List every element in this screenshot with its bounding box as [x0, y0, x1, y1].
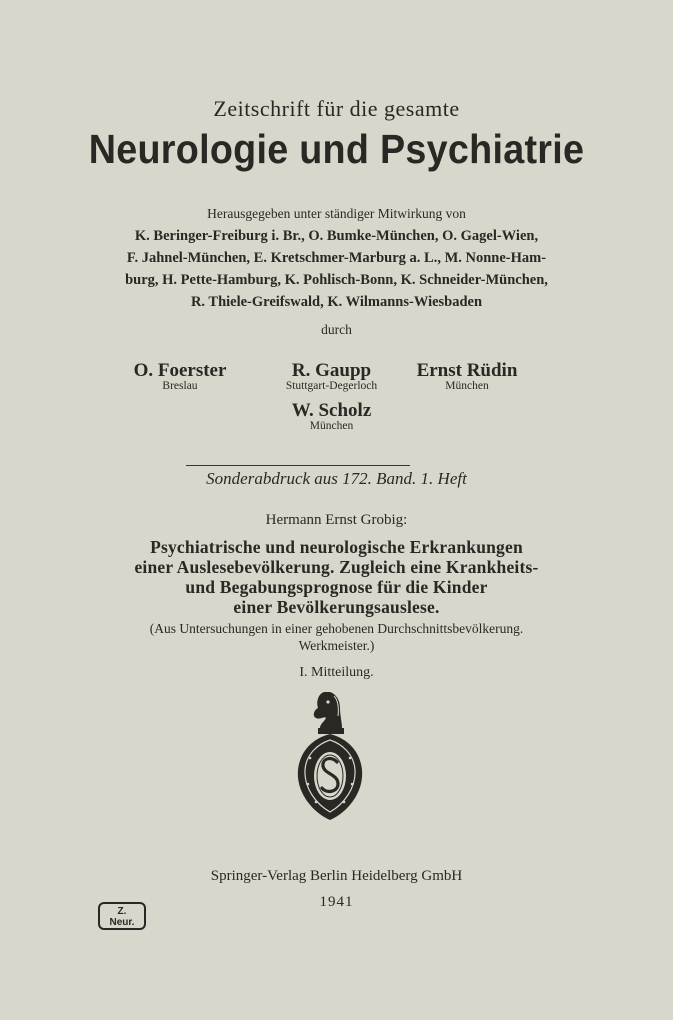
editor-gaupp — [264, 360, 399, 392]
journal-title: Neurologie und Psychiatrie — [88, 126, 585, 172]
editor-name: Ernst Rüdin — [416, 360, 518, 381]
journal-abbreviation-badge — [98, 902, 146, 930]
editor-place: Breslau — [162, 380, 198, 392]
article-title-line: und Begabungsprognose für die Kinder — [185, 577, 488, 597]
contributor-line: R. Thiele-Greifswald, K. Wilmanns-Wiesbaden — [190, 294, 483, 310]
installment-label: I. Mitteilung. — [299, 665, 374, 680]
article-note-line: (Aus Untersuchungen in einer gehobenen Durchschnittsbevölkerung. — [149, 621, 524, 636]
editor-name: W. Scholz — [291, 400, 372, 421]
article-title-line: einer Auslesebevölkerung. Zugleich eine Krankheits- — [134, 557, 539, 577]
editor-place: München — [445, 380, 489, 392]
springer-chess-knight-logo-icon — [290, 688, 370, 824]
author: Hermann Ernst Grobig: — [265, 512, 408, 528]
editorial-note: Herausgegeben unter ständiger Mitwirkung von — [207, 206, 466, 221]
article-title-line: einer Bevölkerungsauslese. — [233, 597, 440, 617]
editor-place: München — [309, 420, 354, 432]
article-title-line: Psychiatrische und neurologische Erkrankungen — [150, 537, 523, 557]
editor-ruedin — [404, 360, 530, 392]
contributor-line: K. Beringer-Freiburg i. Br., O. Bumke-München, O. Gagel-Wien, — [134, 228, 539, 244]
contributor-line: burg, H. Pette-Hamburg, K. Pohlisch-Bonn, K. Schneider-München, — [125, 272, 548, 288]
article-note-line: Werkmeister.) — [298, 638, 375, 653]
offprint-note: Sonderabdruck aus 172. Band. 1. Heft — [206, 469, 467, 488]
badge-line: Neur. — [109, 917, 135, 928]
durch-label: durch — [321, 322, 352, 337]
editor-foerster — [120, 360, 240, 392]
publisher: Springer-Verlag Berlin Heidelberg GmbH — [210, 868, 463, 884]
journal-subtitle: Zeitschrift für die gesamte — [213, 96, 460, 121]
editor-name: O. Foerster — [133, 360, 227, 381]
contributor-line: F. Jahnel-München, E. Kretschmer-Marburg a. L., M. Nonne-Ham- — [126, 250, 547, 266]
badge-line: Z. — [117, 906, 127, 917]
editor-scholz — [270, 400, 393, 432]
divider — [186, 465, 410, 466]
editor-name: R. Gaupp — [291, 360, 372, 381]
editor-place: Stuttgart-Degerloch — [285, 380, 378, 392]
publication-year: 1941 — [319, 894, 354, 910]
